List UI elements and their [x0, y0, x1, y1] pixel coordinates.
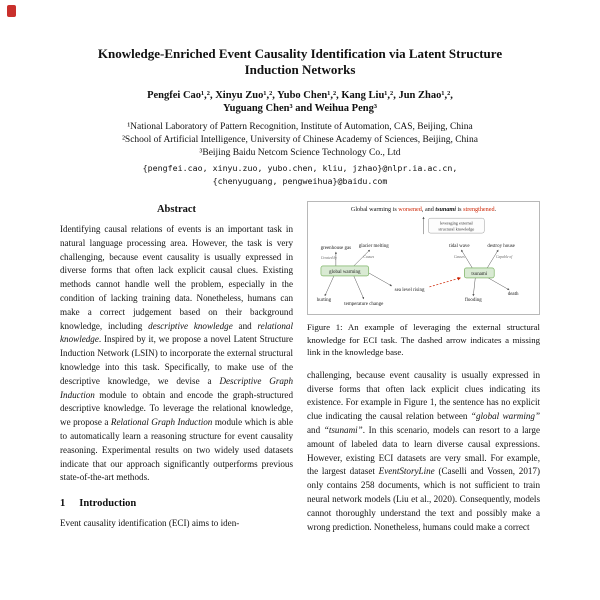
affiliations-block	[0, 121, 600, 160]
emails-block	[0, 162, 600, 188]
edge-gw-sealevel	[369, 273, 392, 286]
affiliation-line: ²School of Artificial Intelligence, University of Chinese Academy of Sciences, Beijing, China	[122, 135, 478, 145]
abstract-text	[60, 223, 293, 485]
right-column	[307, 201, 540, 595]
email-line: {pengfei.cao, xinyu.zuo, yubo.chen, kliu, jzhao}@nlpr.ia.ac.cn,	[142, 163, 458, 173]
abstract-run: module to obtain and encode the graph-structured descriptive knowledge. To leverage the relational knowledge, we propose a	[60, 389, 293, 428]
node-global-warming: global warming	[329, 270, 361, 276]
abstract-run-italic: Descriptive Graph Induction	[60, 375, 293, 400]
edge-ts-flooding	[473, 278, 475, 296]
body-run: and	[307, 424, 324, 435]
abstract-run-italic: relational knowledge	[60, 320, 293, 345]
abstract-run-italic: descriptive knowledge	[148, 320, 233, 331]
section-title: Introduction	[79, 498, 137, 510]
two-column-body	[0, 201, 600, 595]
paper-title: Knowledge-Enriched Event Causality Identification via Latent Structure Induction Networks	[97, 46, 503, 77]
body-run-italic: “tsunami”	[323, 424, 363, 435]
section-heading-introduction	[60, 498, 293, 509]
node-death: death	[507, 291, 519, 297]
abstract-run: . Inspired by it, we propose a novel Latent Structure Induction Network (LSIN) to incorporate the external structural knowledge into this task. Specifically, to make use of the descriptive knowledge, we devise a	[60, 334, 293, 386]
abstract-run: module which is able to automatically learn a reasoning structure for event causality reasoning. Experimental results on two widely used datasets indicate that our approach significantly outperforms previous state-of-the-art methods.	[60, 417, 293, 483]
node-tsunami: tsunami	[471, 272, 488, 278]
left-column	[60, 201, 293, 595]
body-paragraph	[307, 369, 540, 535]
node-greenhouse-gas: greenhouse gas	[320, 246, 352, 252]
authors-line: Yuguang Chen³ and Weihua Peng³	[223, 103, 377, 114]
node-temperature-change: temperature change	[344, 301, 384, 307]
figure-1-caption: Figure 1: An example of leveraging the external structural knowledge for ECI task. The dashed arrow indicates a missing link in the knowledge base.	[307, 322, 540, 358]
authors-line: Pengfei Cao¹,², Xinyu Zuo¹,², Yubo Chen¹,², Kang Liu¹,², Jun Zhao¹,²,	[147, 90, 453, 101]
abstract-heading: Abstract	[156, 204, 197, 215]
edge-gw-hurting	[325, 276, 334, 296]
email-line: {chenyuguang, pengweihua}@baidu.com	[212, 176, 388, 186]
figure-1	[307, 201, 540, 359]
hint-label-line2: structural knowledge	[438, 226, 475, 232]
body-run-italic: “global warming”	[470, 411, 540, 422]
abstract-run: and	[232, 320, 258, 331]
affiliation-line: ¹National Laboratory of Pattern Recognition, Institute of Automation, CAS, Beijing, China	[127, 122, 473, 132]
affiliation-line: ³Beijing Baidu Netcom Science Technology Co., Ltd	[199, 148, 401, 158]
node-glacier-melting: glacier melting	[358, 244, 389, 250]
body-run: challenging, because event causality is usually expressed in diverse forms that often lack explicit clues indicating its existence. For example in Figure 1, the sentence has no explicit clue indicating the causal relation between	[307, 369, 540, 422]
edge-label-capable-of: Capable of	[496, 255, 513, 259]
edge-ts-death	[488, 278, 509, 290]
figure-1-diagram	[307, 201, 540, 315]
node-flooding: flooding	[464, 297, 482, 303]
corner-logo-icon	[7, 5, 16, 17]
node-hurting: hurting	[316, 297, 332, 303]
section-number: 1	[60, 498, 66, 510]
abstract-run-italic: Relational Graph Induction	[110, 417, 213, 428]
edge-label-causes: Causes	[363, 255, 375, 259]
edge-label-created-by: Created by	[320, 255, 337, 260]
introduction-first-line: Event causality identification (ECI) aims to iden-	[60, 518, 240, 529]
edge-gw-tempchange	[354, 276, 364, 299]
node-tidal-wave: tidal wave	[449, 244, 470, 250]
hint-label-line1: leveraging external	[439, 220, 473, 226]
figure-sentence: Global warming is worsened, and tsunami is strengthened.	[350, 207, 497, 214]
abstract-run: Identifying causal relations of events is an important task in natural language processing area. However, the task is very challenging, because event causality is usually expressed in diverse forms that often lack explicit causal clues. Existing methods cannot handle well the problem, especially in the condition of lacking training data. Nonetheless, humans can make a correct judgement based on their background knowledge, including	[60, 224, 293, 331]
node-destroy-house: destroy house	[487, 244, 515, 250]
knowledge-graph-figure	[308, 202, 539, 314]
missing-link-dashed-arrow	[429, 278, 460, 287]
node-sea-level-rising: sea level rising	[394, 287, 425, 293]
body-run: . In this scenario, models can resort to a large amount of labeled data to learn diverse causal expressions. However, existing ECI datasets are very small. For example, the largest dataset	[307, 424, 540, 477]
authors-block	[0, 89, 600, 115]
body-run-italic: EventStoryLine	[378, 466, 435, 477]
body-run: (Caselli and Vossen, 2017) only contains 258 documents, which is not sufficient to train neural network models (Liu et al., 2020). Consequently, models cannot thoroughly understand the text and possibly make a wrong prediction. Nonetheless, humans could make a correct	[307, 466, 540, 532]
edge-label-causes-2: Causes	[454, 255, 465, 259]
